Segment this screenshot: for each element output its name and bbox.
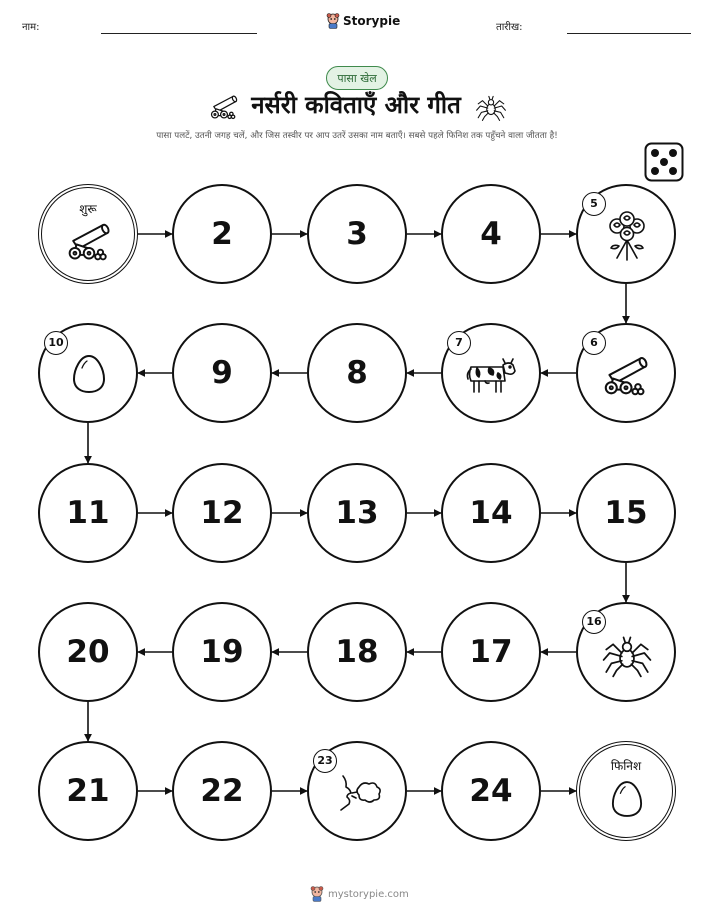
cannon-icon (61, 218, 117, 262)
cow-icon (465, 355, 519, 395)
board-space-10[interactable] (38, 323, 138, 423)
space-number: 9 (211, 355, 233, 391)
space-number: 24 (469, 773, 513, 809)
egg-icon (611, 780, 643, 818)
space-number: 14 (469, 495, 513, 531)
start-space[interactable] (38, 184, 138, 284)
storypie-mascot-icon (310, 886, 324, 902)
space-number: 13 (335, 495, 379, 531)
space-number: 15 (604, 495, 648, 531)
space-number-badge: 16 (582, 610, 606, 634)
date-label: तारीख: (496, 22, 523, 33)
board-space-12[interactable] (172, 463, 272, 563)
board-space-9[interactable] (172, 323, 272, 423)
blowing-wind-icon (335, 773, 383, 813)
board-space-21[interactable] (38, 741, 138, 841)
space-number-badge: 23 (313, 749, 337, 773)
space-number-badge: 5 (582, 192, 606, 216)
board-space-24[interactable] (441, 741, 541, 841)
finish-label: फिनिश (610, 759, 642, 773)
spider-icon (601, 628, 653, 678)
space-number: 22 (200, 773, 244, 809)
space-number-badge: 6 (582, 331, 606, 355)
space-number: 12 (200, 495, 244, 531)
space-number: 17 (469, 634, 513, 670)
board-space-2[interactable] (172, 184, 272, 284)
board-space-8[interactable] (307, 323, 407, 423)
finish-space[interactable] (576, 741, 676, 841)
board-space-23[interactable] (307, 741, 407, 841)
board-space-17[interactable] (441, 602, 541, 702)
board-space-13[interactable] (307, 463, 407, 563)
board-space-22[interactable] (172, 741, 272, 841)
space-number: 21 (66, 773, 110, 809)
space-number: 19 (200, 634, 244, 670)
board-space-7[interactable] (441, 323, 541, 423)
space-number: 20 (66, 634, 110, 670)
name-label: नाम: (22, 22, 40, 33)
space-number: 2 (211, 216, 233, 252)
board-space-19[interactable] (172, 602, 272, 702)
board-space-6[interactable] (576, 323, 676, 423)
footer (310, 886, 409, 902)
space-number: 11 (66, 495, 110, 531)
board-space-4[interactable] (441, 184, 541, 284)
board-space-15[interactable] (576, 463, 676, 563)
space-number: 8 (346, 355, 368, 391)
space-number: 4 (480, 216, 502, 252)
egg-icon (72, 354, 106, 394)
board-space-18[interactable] (307, 602, 407, 702)
board-space-20[interactable] (38, 602, 138, 702)
game-type-badge: पासा खेल (326, 66, 388, 90)
board-space-11[interactable] (38, 463, 138, 563)
space-number-badge: 10 (44, 331, 68, 355)
space-number: 18 (335, 634, 379, 670)
brand-name: Storypie (343, 14, 401, 28)
board-space-16[interactable] (576, 602, 676, 702)
board-space-5[interactable] (576, 184, 676, 284)
space-number-badge: 7 (447, 331, 471, 355)
board-space-14[interactable] (441, 463, 541, 563)
start-label: शुरू (79, 202, 97, 216)
title-text: नर्सरी कविताएँ और गीत (251, 91, 461, 119)
space-number: 3 (346, 216, 368, 252)
cannon-icon (598, 351, 654, 397)
footer-url: mystorypie.com (328, 888, 409, 900)
board-space-3[interactable] (307, 184, 407, 284)
instructions: पासा पलटें, उतनी जगह चलें, और जिस तस्वीर पर आप उतरें उसका नाम बताएँ। सबसे पहले फिनिश तक पहुँचने वाला जीतता है! (156, 131, 558, 141)
rose-bouquet-icon (605, 210, 649, 262)
